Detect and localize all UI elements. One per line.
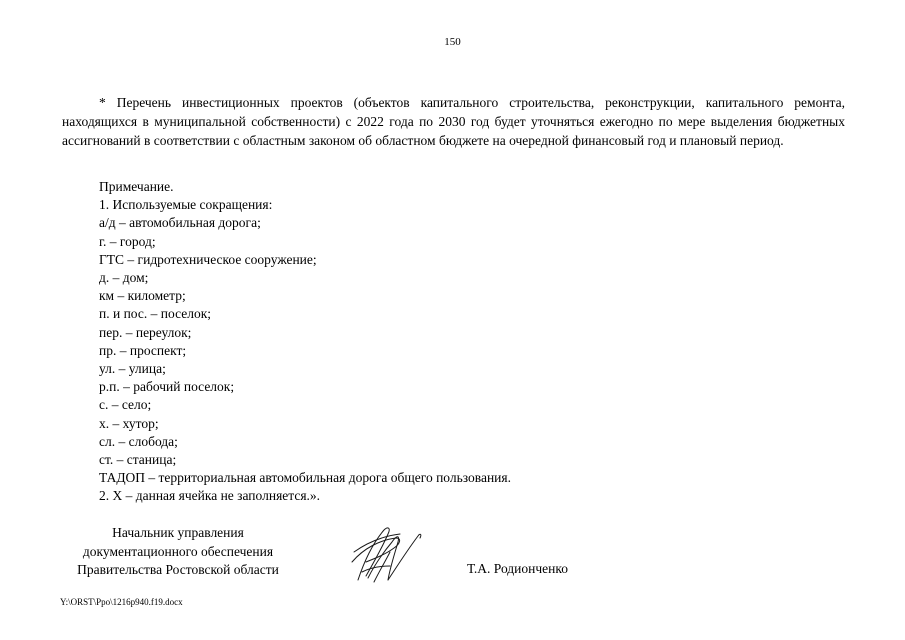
notes-section (99, 178, 799, 506)
abbreviation-item: а/д – автомобильная дорога; (99, 215, 261, 231)
footnote-paragraph: * Перечень инвестиционных проектов (объектов капитального строительства, реконструкции, капитального ремонта, находящихся в муниципальной собственности) с 2022 года по 2030 год будет уточняться ежегодно по мере выделения бюджетных ассигнований в соответствии с областным законом об областном бюджете на очередной финансовый год и плановый период. (62, 95, 845, 148)
abbreviation-item: пер. – переулок; (99, 324, 192, 340)
signatory-line-2: документационного обеспечения (82, 543, 274, 559)
abbreviation-item: р.п. – рабочий поселок; (99, 379, 235, 395)
abbreviations-title: 1. Используемые сокращения: (99, 197, 273, 213)
signatory-line-3: Правительства Ростовской области (77, 562, 279, 577)
abbreviation-item: ул. – улица; (99, 361, 166, 377)
signatory-name: Т.А. Родионченко (467, 561, 568, 576)
abbreviation-item: г. – город; (99, 233, 156, 249)
abbreviation-item: сл. – слобода; (99, 433, 178, 449)
signatory-line-1: Начальник управления (112, 525, 244, 540)
abbreviation-item: ГТС – гидротехническое сооружение; (99, 251, 317, 267)
abbreviation-item: с. – село; (99, 397, 152, 413)
notes-item-2: 2. Х – данная ячейка не заполняется.». (99, 488, 321, 504)
abbreviation-item: х. – хутор; (99, 415, 159, 431)
abbreviation-item: ТАДОП – территориальная автомобильная дорога общего пользования. (99, 470, 511, 486)
page-number: 150 (444, 36, 461, 48)
abbreviation-item: пр. – проспект; (99, 342, 187, 358)
abbreviation-item: ст. – станица; (99, 452, 177, 468)
abbreviation-item: п. и пос. – поселок; (99, 306, 212, 322)
signatory-position (58, 524, 298, 580)
notes-heading: Примечание. (99, 179, 174, 194)
file-path: Y:\ORST\Ppo\1216p940.f19.docx (60, 597, 183, 607)
handwritten-signature (344, 522, 434, 586)
abbreviation-item: д. – дом; (99, 270, 149, 286)
abbreviation-item: км – километр; (99, 288, 186, 304)
